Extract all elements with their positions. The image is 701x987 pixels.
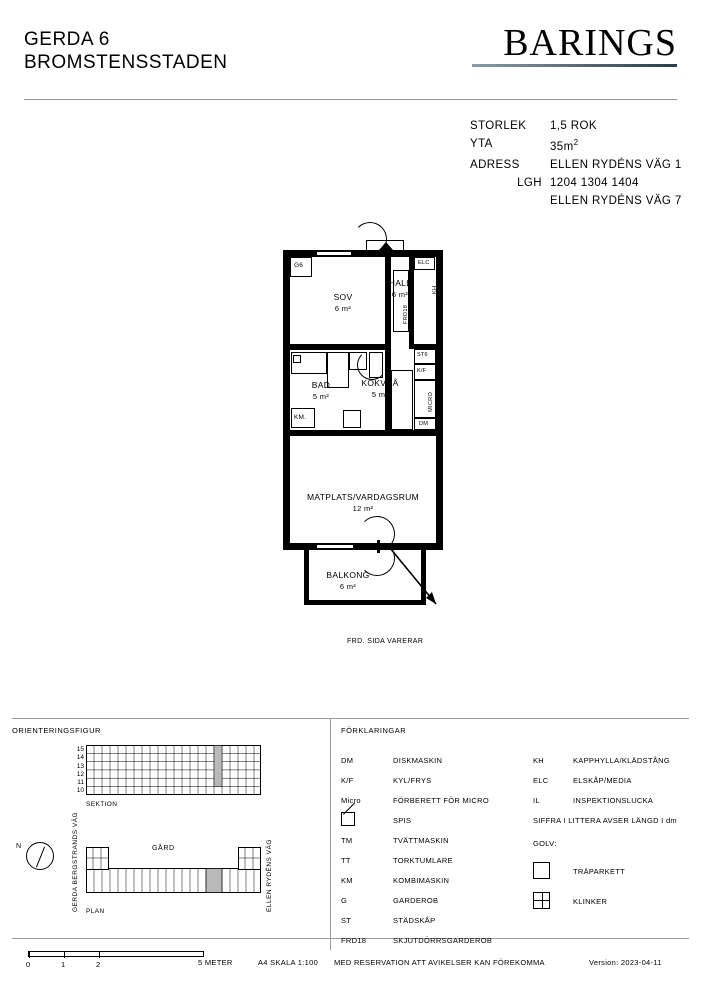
- legend-row: [341, 890, 531, 910]
- note-arrow: [388, 546, 458, 616]
- street-left-label: GERDA BERGSTRANDS VÄG: [72, 811, 79, 912]
- legend-value: INSPEKTIONSLUCKA: [573, 795, 654, 805]
- legend-row: [341, 850, 531, 870]
- project-title: GERDA 6: [24, 29, 110, 50]
- brand-underline: [472, 64, 677, 67]
- title-block: [24, 28, 228, 74]
- plan-label: PLAN: [86, 908, 105, 915]
- legend-value: ELSKÅP/MEDIA: [573, 775, 632, 785]
- wall-kitchen-bottom: [385, 430, 436, 436]
- klinker-swatch-icon: [533, 892, 573, 911]
- apartment-facts: [470, 120, 682, 213]
- legend-row: [341, 830, 531, 850]
- legend-row: [341, 750, 531, 770]
- plan-note: FRD. SIDA VARERAR: [347, 638, 424, 645]
- bottom-divider-top: [12, 718, 689, 719]
- closet-g6-label: G6: [294, 262, 304, 269]
- fact-row: [470, 195, 682, 213]
- legend-row: [341, 770, 531, 790]
- bathroom-door-arc: [357, 350, 387, 380]
- fact-row: [470, 177, 682, 195]
- fact-label: [470, 195, 550, 213]
- floor-heading-row: [533, 830, 693, 856]
- scale-tick-2: 2: [96, 960, 101, 969]
- legend-key: ELC: [533, 775, 549, 785]
- legend-key: TM: [341, 835, 353, 845]
- sektion-grid: [86, 745, 261, 795]
- legend-key: G: [341, 895, 348, 905]
- legend-row: [341, 790, 531, 810]
- wall-sov-bottom: [283, 344, 391, 350]
- kf-label: K/F: [417, 368, 427, 374]
- bottom-divider-vertical: [330, 718, 331, 950]
- room-label-hall: HALL 6 m²: [388, 278, 412, 299]
- paper-scale: A4 SKALA 1:100: [258, 958, 319, 967]
- street-right-label: ELLEN RYDÉNS VÄG: [266, 839, 273, 912]
- compass-icon: [26, 842, 54, 870]
- plan-figure: [86, 843, 261, 905]
- km-label: KM.: [294, 414, 307, 421]
- legend-key: TT: [341, 855, 351, 865]
- legend-column-2: [533, 750, 693, 916]
- fact-value: 1204 1304 1404: [550, 176, 639, 189]
- orientation-heading: ORIENTERINGSFIGUR: [12, 726, 101, 735]
- fact-value: 1,5 ROK: [550, 120, 597, 132]
- legend-column-1: [341, 750, 531, 950]
- legend-row: [341, 910, 531, 930]
- legend-note-row: [533, 810, 693, 830]
- dm-label: DM: [419, 421, 429, 427]
- legend-row: [533, 790, 693, 810]
- legend-note: SIFFRA I LITTERA AVSER LÄNGD I dm: [533, 815, 677, 825]
- floor-row: [533, 856, 693, 886]
- legend-value: KAPPHYLLA/KLÄDSTÅNG: [573, 755, 670, 765]
- fact-label: ADRESS: [470, 158, 520, 171]
- window-living: [317, 544, 353, 549]
- legend-key: IL: [533, 795, 540, 805]
- legend-value: KYL/FRYS: [393, 775, 432, 785]
- wall-sov-right: [385, 256, 391, 350]
- legend-key: ST: [341, 915, 352, 925]
- kh-label: KH: [432, 285, 438, 294]
- fact-label: STORLEK: [470, 120, 527, 132]
- fact-row: [470, 120, 682, 138]
- room-label-bad: BAD 5 m²: [311, 380, 331, 401]
- legend-value: KOMBIMASKIN: [393, 875, 450, 885]
- brand-name: BARINGS: [503, 22, 677, 64]
- entry-frame: [403, 240, 404, 252]
- balcony-door-leaf: [377, 540, 380, 553]
- legend-value: STÄDSKÅP: [393, 915, 436, 925]
- room-label-living: MATPLATS/VARDAGSRUM 12 m²: [307, 492, 419, 513]
- fact-label: LGH: [517, 176, 542, 189]
- frd18-label: FRD18: [403, 304, 409, 324]
- fact-row: [470, 138, 682, 159]
- floor-row: [533, 886, 693, 916]
- yard-label: GÅRD: [152, 845, 175, 852]
- version: Version: 2023-04-11: [589, 958, 662, 967]
- legend-row: [341, 870, 531, 890]
- room-label-kokvra: KOKVRÅ 5 m²: [361, 378, 399, 399]
- fact-value: ELLEN RYDÉNS VÄG 1: [550, 158, 682, 171]
- legend-key: FRD18: [341, 935, 367, 945]
- window-sov: [317, 251, 351, 256]
- north-label: N: [16, 843, 22, 850]
- room-label-sov: SOV 6 m²: [333, 292, 353, 313]
- legend-row: [341, 930, 531, 950]
- fact-value: $35m^2$: [550, 138, 579, 153]
- scale-tick-0: 0: [26, 960, 31, 969]
- bathroom-drain: [293, 355, 301, 363]
- legend-key: K/F: [341, 775, 354, 785]
- floor-number-list: 15 14 13 12 11 10: [76, 746, 84, 795]
- legend-value: TVÄTTMASKIN: [393, 835, 449, 845]
- room-label-balkong: BALKONG 6 m²: [326, 570, 370, 591]
- scale-end-label: 5 METER: [198, 958, 233, 967]
- legend-key: KM: [341, 875, 353, 885]
- floor-value: TRÄPARKETT: [573, 866, 626, 876]
- parquet-swatch-icon: [533, 862, 573, 881]
- legend-key: DM: [341, 755, 354, 765]
- legend-row: [341, 810, 531, 830]
- legend-value: DISKMASKIN: [393, 755, 443, 765]
- header-divider: [24, 99, 677, 100]
- scale-tick-1: 1: [61, 960, 66, 969]
- floor-value: KLINKER: [573, 896, 608, 906]
- legend-key: KH: [533, 755, 545, 765]
- disclaimer: MED RESERVATION ATT AVIKELSER KAN FÖREKOMMA: [334, 958, 545, 967]
- area-title: BROMSTENSSTADEN: [24, 52, 228, 73]
- micro-label: MICRO: [428, 391, 434, 412]
- floor-heading: GOLV:: [533, 838, 557, 848]
- legend-value: SPIS: [393, 815, 412, 825]
- legend-value: GARDEROB: [393, 895, 439, 905]
- legend-value: TORKTUMLARE: [393, 855, 453, 865]
- floor-plan-drawing: [283, 240, 443, 610]
- elc-label: ELC: [418, 260, 430, 266]
- entry-door-arc: [353, 222, 387, 256]
- legend-row: [533, 750, 693, 770]
- brand-logo: [472, 24, 677, 67]
- legend-heading: FÖRKLARINGAR: [341, 726, 407, 735]
- legend-row: [533, 770, 693, 790]
- st6-label: ST6: [417, 352, 428, 358]
- legend-value: SKJUTDÖRRSGARDEROB: [393, 935, 493, 945]
- wall-bad-bottom: [283, 430, 391, 436]
- scale-bar: [28, 951, 204, 957]
- wall-left: [283, 250, 290, 550]
- wall-right: [436, 250, 443, 550]
- bathroom-fixture-extra: [343, 410, 361, 428]
- spis-icon: [341, 812, 393, 828]
- legend-key: Micro: [341, 795, 361, 805]
- fact-label: YTA: [470, 138, 493, 150]
- legend-value: FÖRBERETT FÖR MICRO: [393, 795, 489, 805]
- sektion-label: SEKTION: [86, 801, 118, 808]
- fact-value: ELLEN RYDÉNS VÄG 7: [550, 194, 682, 207]
- fact-row: [470, 159, 682, 177]
